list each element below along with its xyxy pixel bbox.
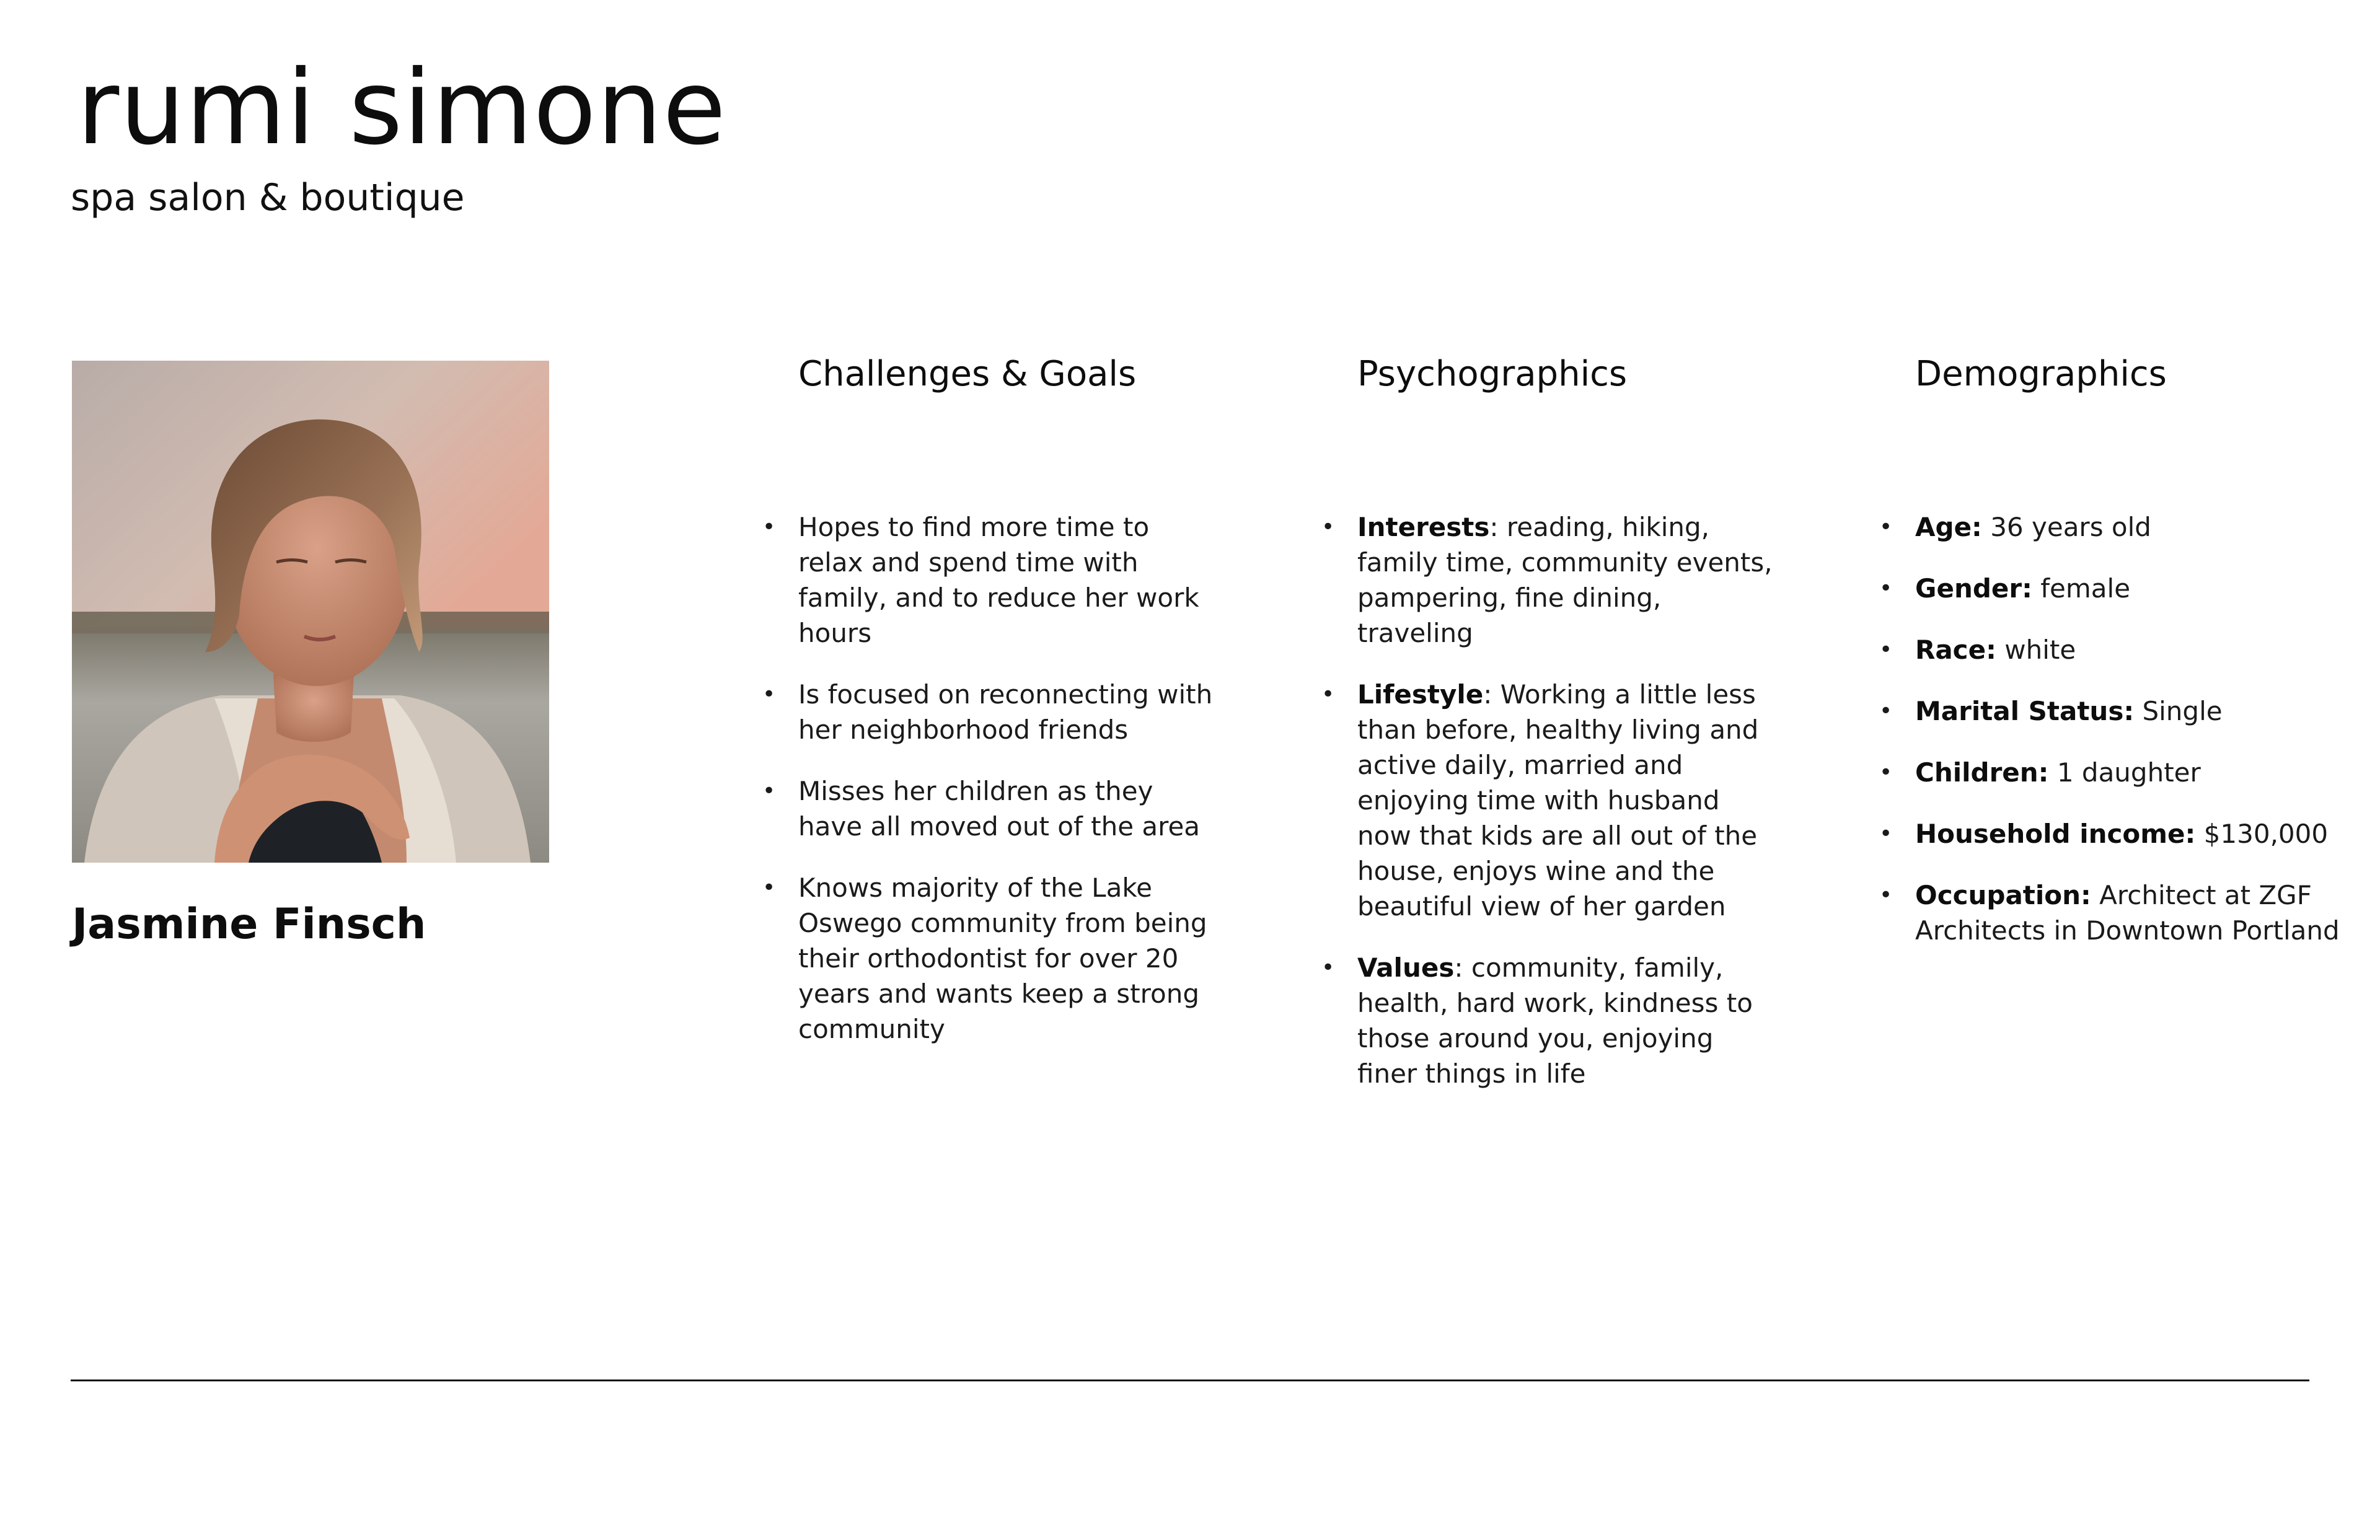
item-text: community, family, health, hard work, kindness to those around you, enjoying finer things in life [1357, 953, 1753, 1089]
item-key: Household income: [1915, 819, 2196, 849]
item-key: Values [1357, 953, 1455, 983]
item-separator: : [1454, 953, 1471, 983]
persona-name: Jasmine Finsch [72, 900, 426, 949]
psychographics-heading: Psychographics [1357, 354, 1628, 394]
item-key: Occupation: [1915, 880, 2091, 910]
list-item [1357, 950, 1779, 1091]
item-key: Race: [1915, 635, 1996, 665]
item-separator: : [1483, 679, 1501, 710]
item-text: female [2032, 573, 2131, 604]
item-text: Working a little less than before, healthy living and active daily, married and enjoying time with husband now that kids are all out of the house, enjoys wine and the beautiful view of her garden [1357, 679, 1759, 922]
item-text: white [1996, 635, 2076, 665]
item-key: Interests [1357, 512, 1490, 542]
persona-photo-image [72, 361, 549, 863]
list-item [1915, 755, 2343, 790]
list-item [1915, 571, 2343, 606]
item-key: Gender: [1915, 573, 2032, 604]
list-item [1915, 693, 2343, 729]
brand-title: rumi simone [77, 48, 727, 168]
list-item [1915, 878, 2343, 948]
demographics-heading: Demographics [1915, 354, 2167, 394]
challenges-goals-heading: Challenges & Goals [798, 354, 1137, 394]
challenges-goals-section [798, 353, 1213, 1044]
footer-divider [71, 1379, 2309, 1381]
item-key: Marital Status: [1915, 696, 2135, 726]
list-item: • Misses her children as they have all moved out of the area [798, 773, 1220, 844]
psychographics-section [1357, 353, 1773, 1089]
item-key: Lifestyle [1357, 679, 1484, 710]
list-item [1915, 632, 2343, 667]
item-text: reading, hiking, family time, community events, pampering, fine dining, traveling [1357, 512, 1773, 648]
item-text: 1 daughter [2048, 757, 2201, 788]
list-item: • Knows majority of the Lake Oswego community from being their orthodontist for over 20 years and wants keep a strong community [798, 870, 1220, 1047]
list-item [1357, 509, 1779, 651]
list-item [1915, 509, 2343, 545]
item-key: Age: [1915, 512, 1982, 542]
list-item: • Hopes to find more time to relax and spend time with family, and to reduce her work hours [798, 509, 1220, 651]
demographics-section [1915, 353, 2340, 946]
challenges-goals-list [798, 509, 1220, 1073]
persona-photo [72, 361, 549, 863]
item-key: Children: [1915, 757, 2049, 788]
item-text: Architect at ZGF Architects in Downtown Portland [1915, 880, 2340, 946]
list-item [1357, 677, 1779, 924]
item-text: 36 years old [1981, 512, 2151, 542]
psychographics-list [1357, 509, 1779, 1117]
list-item: • Is focused on reconnecting with her neighborhood friends [798, 677, 1220, 747]
demographics-list [1915, 509, 2343, 974]
item-text: $130,000 [2195, 819, 2329, 849]
item-separator: : [1489, 512, 1507, 542]
item-text: Single [2134, 696, 2223, 726]
brand-subtitle: spa salon & boutique [71, 176, 465, 219]
list-item [1915, 816, 2343, 851]
